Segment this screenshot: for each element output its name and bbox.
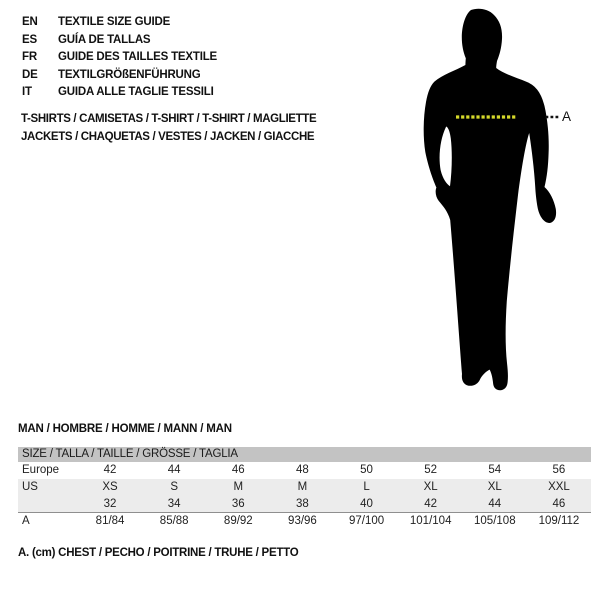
table-cell: XL [423,481,438,493]
table-cell: 54 [488,464,502,476]
table-cell: 36 [231,498,245,510]
table-cell: 93/96 [288,515,317,527]
size-table [18,447,591,530]
lang-code: ES [22,33,37,46]
table-cell: S [170,481,179,493]
table-cell: 101/104 [409,515,452,527]
table-cell: 44 [488,498,502,510]
table-cell: XS [102,481,118,493]
size-table-header: SIZE / TALLA / TAILLE / GRÖSSE / TAGLIA [18,447,591,462]
category-tshirts: T-SHIRTS / CAMISETAS / T-SHIRT / T-SHIRT / MAGLIETTE [21,113,317,125]
section-title-man: MAN / HOMBRE / HOMME / MANN / MAN [18,423,232,435]
table-cell: M [297,481,308,493]
lang-code: DE [22,68,38,81]
table-cell: 85/88 [159,515,189,527]
lang-label: GUIDE DES TAILLES TEXTILE [58,51,217,63]
lang-label: TEXTILE SIZE GUIDE [58,16,171,28]
lang-label: TEXTILGRÖßENFÜHRUNG [58,68,201,81]
table-cell: XL [487,481,502,493]
table-cell: 42 [103,464,117,476]
table-cell: 46 [552,498,566,510]
table-cell: L [363,481,370,493]
table-cell: 38 [296,498,309,510]
table-cell: 52 [424,464,438,476]
row-label: A [22,515,30,527]
table-cell: 81/84 [95,515,125,527]
table-cell: 50 [360,464,373,476]
table-row-numeric [18,496,591,512]
table-cell: 40 [360,498,373,510]
lang-code: EN [22,16,38,28]
table-cell: 32 [103,498,117,510]
table-cell: 42 [424,498,438,510]
table-cell: 48 [296,464,309,476]
lang-label: GUIDA ALLE TAGLIE TESSILI [58,86,214,98]
measure-label-a: A [562,109,572,124]
table-cell: 105/108 [474,515,516,527]
table-row-europe [18,462,591,479]
table-cell: 56 [552,464,566,476]
table-cell: 89/92 [223,515,253,527]
table-cell: 97/100 [348,515,385,527]
table-cell: 109/112 [538,515,580,527]
table-cell: 34 [167,498,181,510]
table-cell: 46 [231,464,245,476]
row-label: Europe [22,464,60,476]
man-silhouette [424,9,556,391]
row-label: US [22,481,38,493]
lang-label: GUÍA DE TALLAS [58,33,151,46]
table-cell: M [233,481,244,493]
category-jackets: JACKETS / CHAQUETAS / VESTES / JACKEN / GIACCHE [21,130,315,143]
table-row-chest [18,512,591,530]
lang-code: FR [22,51,37,63]
measurement-footnote: A. (cm) CHEST / PECHO / POITRINE / TRUHE / PETTO [18,547,299,559]
table-cell: 44 [167,464,181,476]
lang-code: IT [22,86,32,98]
table-row-us [18,479,591,496]
row-label [18,496,78,512]
table-cell: XXL [548,481,570,493]
